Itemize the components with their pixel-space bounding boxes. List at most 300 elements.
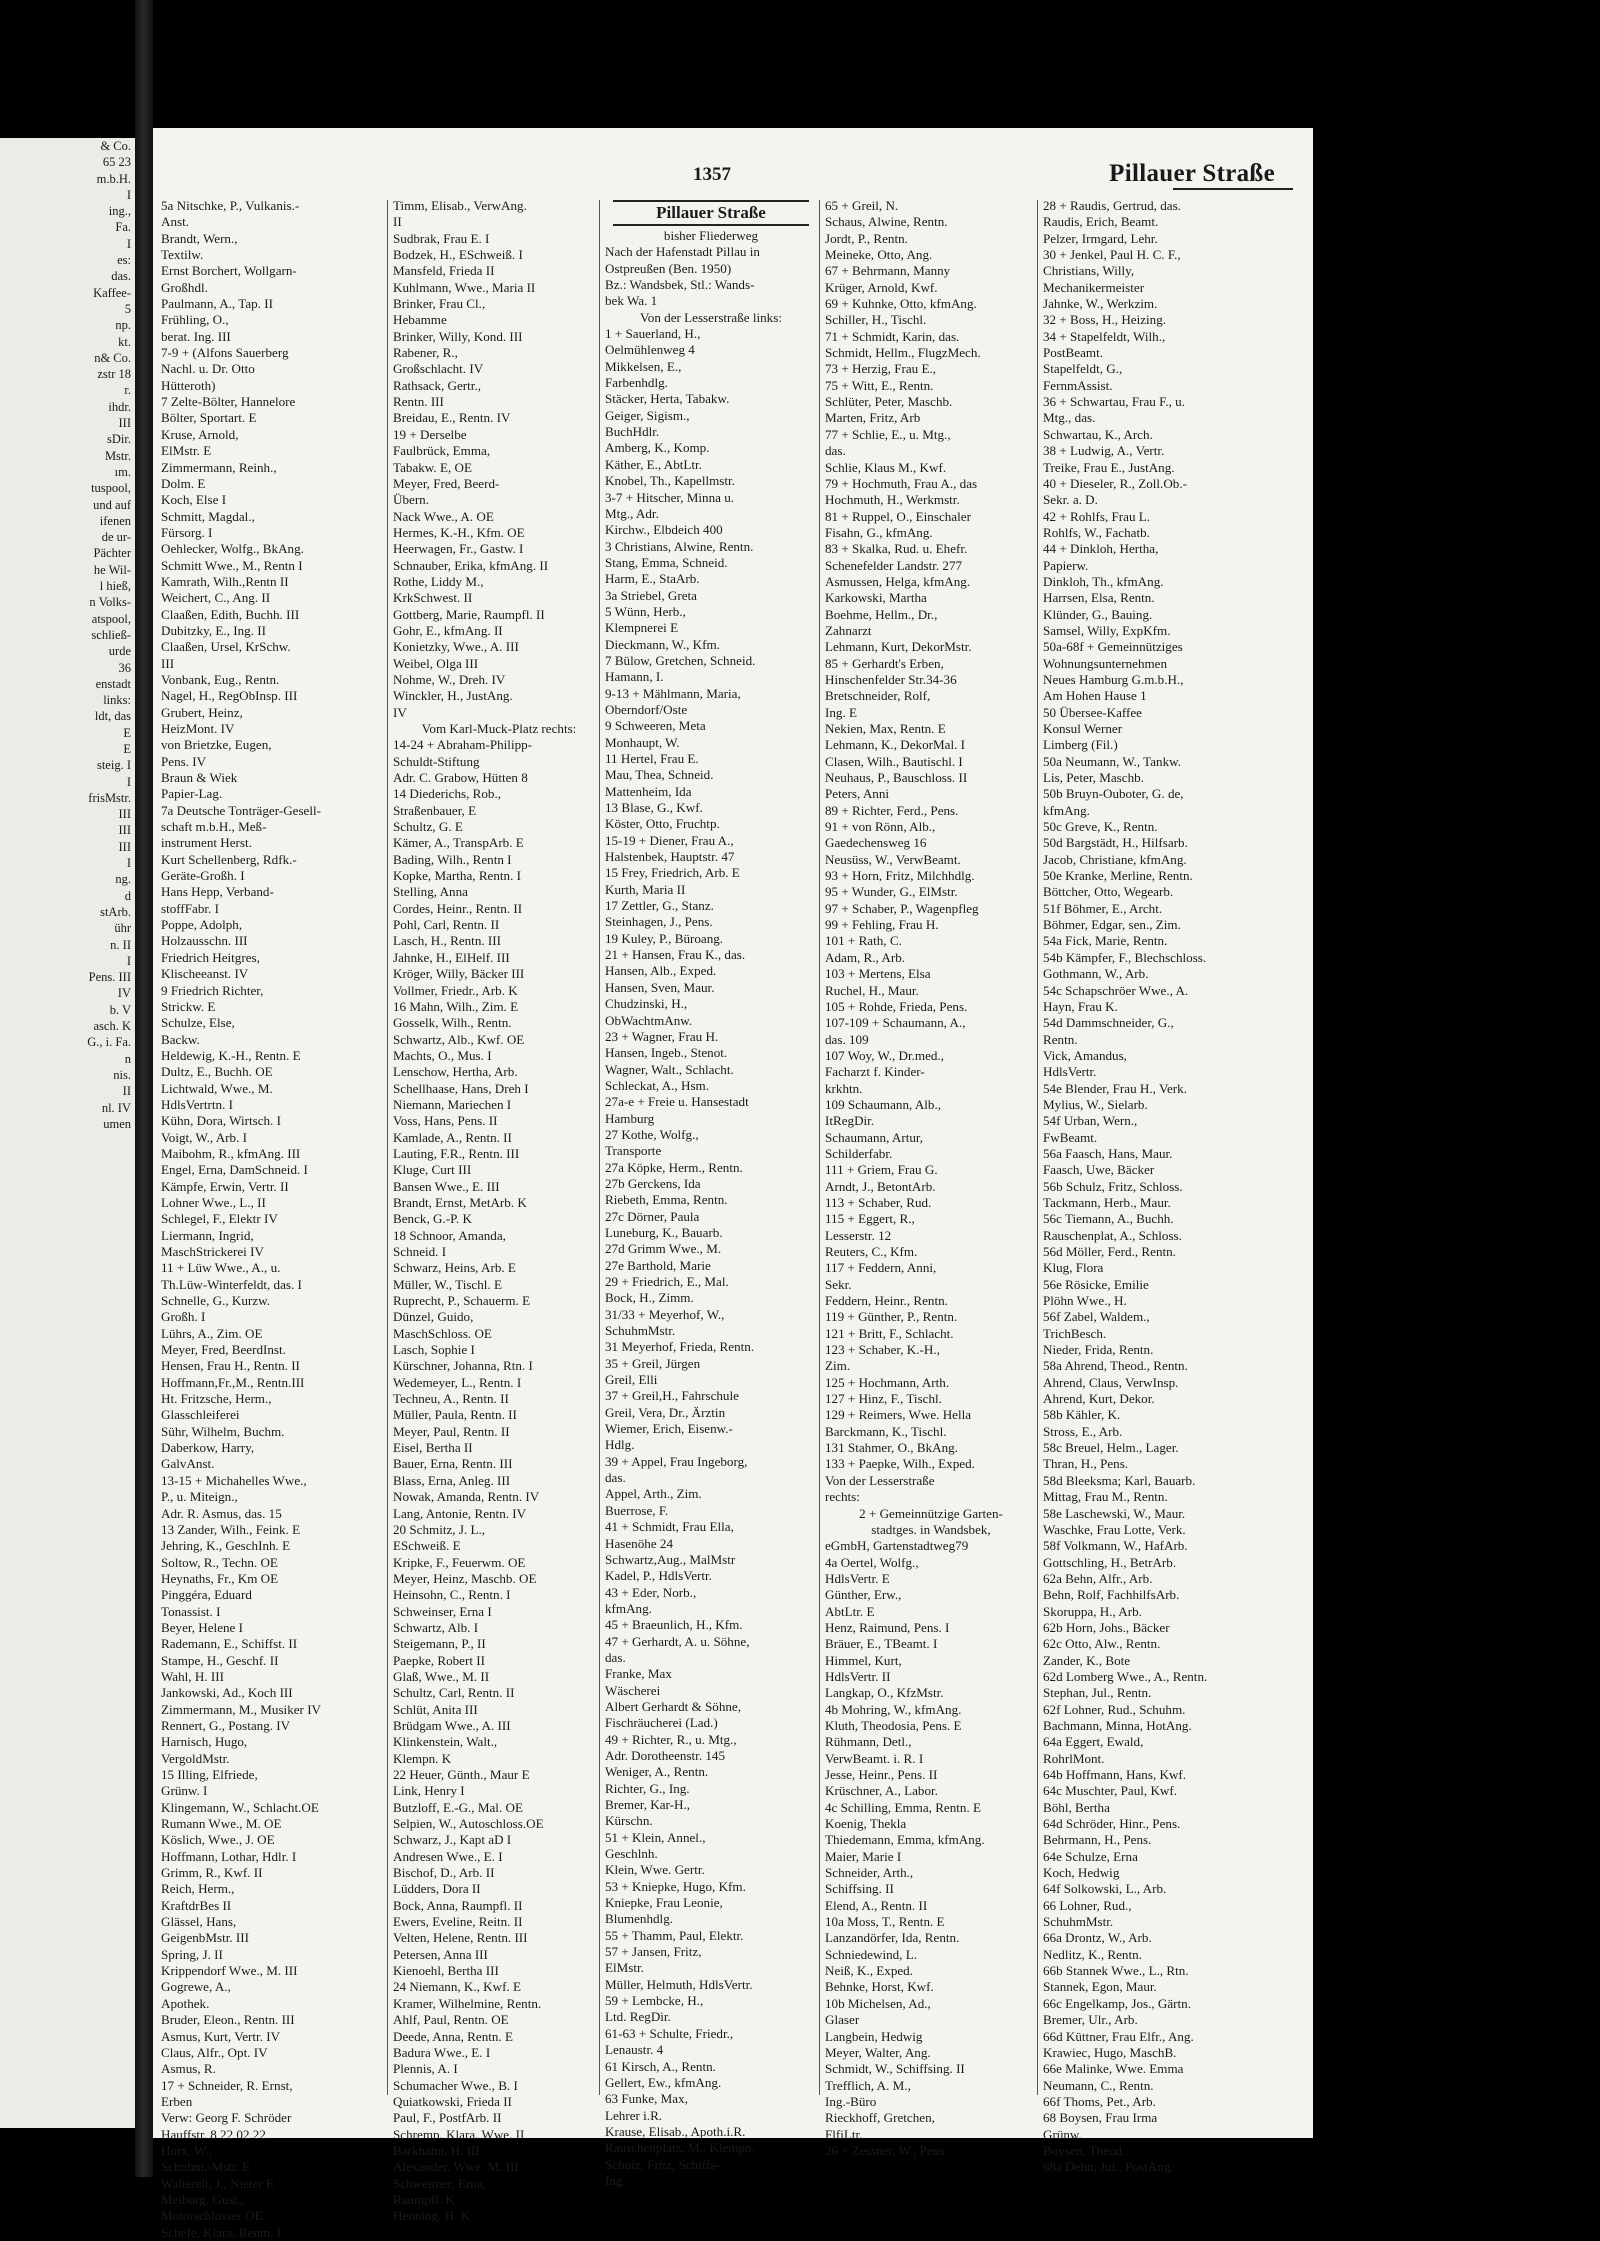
directory-entry: Karkowski, Martha <box>825 590 927 606</box>
fragment-line: frisMstr. <box>88 790 131 805</box>
directory-entry: 64b Hoffmann, Hans, Kwf. <box>1043 1767 1187 1782</box>
directory-entry: Monhaupt, W. <box>605 734 680 750</box>
directory-entry: 107-109 + Schaumann, A., <box>825 1015 966 1031</box>
directory-entry: P., u. Miteign., <box>161 1489 238 1505</box>
directory-entry: Mikkelsen, E., <box>605 358 682 374</box>
directory-entry: 15 Frey, Friedrich, Arb. E <box>605 865 740 881</box>
directory-entry: Reich, Herm., <box>161 1881 235 1897</box>
directory-entry: 26 + Zessner, W., Pens. <box>825 2142 948 2158</box>
header-rule <box>1173 188 1293 190</box>
directory-entry: Langbein, Hedwig <box>825 2028 923 2044</box>
directory-entry: 38 + Ludwig, A., Vertr. <box>1043 443 1165 459</box>
directory-entry: Mittag, Frau M., Rentn. <box>1043 1489 1168 1505</box>
directory-entry: Gottberg, Marie, Raumpfl. II <box>393 606 545 622</box>
directory-entry: Zander, K., Bote <box>1043 1652 1131 1668</box>
directory-entry: IV <box>393 704 407 720</box>
directory-entry: Schumacher Wwe., B. I <box>393 2077 518 2093</box>
directory-entry: 57 + Jansen, Fritz, <box>605 1944 702 1960</box>
directory-entry: Waschke, Frau Lotte, Verk. <box>1043 1521 1186 1537</box>
directory-entry: Neiß, K., Exped. <box>825 1963 913 1979</box>
directory-entry: Schwarz, Heins, Arb. E <box>393 1260 516 1276</box>
fragment-line: enstadt <box>95 676 131 691</box>
directory-entry: 54e Blender, Frau H., Verk. <box>1043 1080 1187 1096</box>
directory-entry: 7 Bülow, Gretchen, Schneid. <box>605 652 756 668</box>
directory-entry: Nach der Hafenstadt Pillau in <box>605 244 760 260</box>
directory-entry: 11 + Lüw Wwe., A., u. <box>161 1260 281 1276</box>
directory-entry: Gosselk, Wilh., Rentn. <box>393 1015 512 1031</box>
directory-entry: Rothe, Liddy M., <box>393 573 484 589</box>
directory-entry: 31 Meyerhof, Frieda, Rentn. <box>605 1339 755 1355</box>
directory-entry: HdlsVertrtn. I <box>161 1096 234 1112</box>
directory-entry: Hansen, Alb., Exped. <box>605 963 717 979</box>
fragment-line: he Wil- <box>93 562 131 577</box>
directory-entry: Appel, Arth., Zim. <box>605 1486 702 1502</box>
directory-entry: 45 + Braeunlich, H., Kfm. <box>605 1617 743 1633</box>
directory-entry: Schlüter, Peter, Maschb. <box>825 394 953 410</box>
directory-entry: Meineke, Otto, Ang. <box>825 247 933 263</box>
directory-entry: Ruprecht, P., Schauerm. E <box>393 1293 531 1309</box>
directory-entry: 1 + Sauerland, H., <box>605 326 701 342</box>
directory-entry: Kämer, A., TranspArb. E <box>393 835 524 851</box>
directory-entry: 5a Nitschke, P., Vulkanis.- <box>161 198 300 213</box>
directory-entry: Krüschner, A., Labor. <box>825 1783 938 1799</box>
fragment-line: 65 23 <box>102 155 131 170</box>
fragment-line: links: <box>103 693 131 708</box>
directory-entry: Buerrose, F. <box>605 1502 669 1518</box>
directory-entry: 13 Blase, G., Kwf. <box>605 800 703 816</box>
directory-entry: 121 + Britt, F., Schlacht. <box>825 1325 954 1341</box>
directory-entry: rechts: <box>825 1489 860 1505</box>
directory-entry: Schwartz, Alb. I <box>393 1619 479 1635</box>
directory-entry: 54b Kämpfer, F., Blechschloss. <box>1043 949 1207 965</box>
directory-entry: 13 Zander, Wilh., Feink. E <box>161 1521 301 1537</box>
directory-entry: Schremp, Klara, Wwe. II <box>393 2126 525 2142</box>
directory-entry: Reuters, C., Kfm. <box>825 1244 918 1259</box>
directory-entry: 3a Striebel, Greta <box>605 587 697 603</box>
fragment-line: nl. IV <box>101 1100 131 1115</box>
directory-entry: HdlsVertr. E <box>825 1570 890 1586</box>
directory-entry: Kienoehl, Bertha III <box>393 1963 499 1979</box>
directory-entry: Selpien, W., Autoschloss.OE <box>393 1816 544 1832</box>
directory-entry: SchuhmMstr. <box>1043 1914 1114 1930</box>
directory-entry: Rentn. III <box>393 394 444 410</box>
directory-entry: Schnelle, G., Kurzw. <box>161 1293 270 1309</box>
directory-entry: 15 Illing, Elfriede, <box>161 1767 258 1782</box>
directory-entry: Bischof, D., Arb. II <box>393 1865 495 1881</box>
directory-entry: Bock, H., Zimm. <box>605 1290 694 1306</box>
directory-entry: Kruse, Arnold, <box>161 426 239 442</box>
directory-entry: Zimmermann, M., Musiker IV <box>161 1701 322 1717</box>
directory-entry: 51f Böhmer, E., Archt. <box>1043 900 1163 916</box>
directory-entry: Schweinser, Erna I <box>393 1603 492 1619</box>
fragment-line: asch. K <box>93 1019 131 1034</box>
column-divider <box>819 200 820 2095</box>
fragment-line: n. II <box>110 937 131 952</box>
directory-entry: Lüdders, Dora II <box>393 1881 481 1897</box>
fragment-line: ühr <box>114 921 131 936</box>
column-divider <box>599 200 600 2095</box>
directory-entry: Krüger, Arnold, Kwf. <box>825 279 938 295</box>
fragment-line: urde <box>108 644 131 659</box>
directory-entry: 51 + Klein, Annel., <box>605 1829 706 1845</box>
directory-entry: Schmitt Wwe., M., Rentn I <box>161 557 303 573</box>
directory-entry: 42 + Rohlfs, Frau L. <box>1043 508 1151 524</box>
directory-entry: Quiatkowski, Frieda II <box>393 2093 512 2109</box>
directory-entry: 103 + Mertens, Elsa <box>825 966 931 982</box>
directory-entry: Hütteroth) <box>161 377 216 393</box>
directory-entry: Ernst Borchert, Wollgarn- <box>161 263 297 279</box>
directory-entry: 4c Schilling, Emma, Rentn. E <box>825 1799 982 1815</box>
directory-entry: Schlegel, F., Elektr IV <box>161 1211 278 1227</box>
fragment-line: l hieß, <box>99 579 131 594</box>
directory-entry: Marten, Fritz, Arb <box>825 410 921 426</box>
directory-entry: Koch, Else I <box>161 492 227 508</box>
directory-entry: Lanzandörfer, Ida, Rentn. <box>825 1930 960 1946</box>
directory-entry: Chudzinski, H., <box>605 996 688 1012</box>
directory-entry: 58f Volkmann, W., HafArb. <box>1043 1538 1188 1554</box>
fragment-line: Pächter <box>93 546 131 561</box>
directory-entry: Niemann, Mariechen I <box>393 1096 512 1112</box>
directory-entry: 15-19 + Diener, Frau A., <box>605 832 734 848</box>
directory-entry: 14 Diederichs, Rob., <box>393 786 502 802</box>
directory-entry: Richter, G., Ing. <box>605 1780 690 1796</box>
fragment-line: steig. I <box>96 758 131 773</box>
fragment-line: Fa. <box>115 220 131 235</box>
directory-entry: 65 + Greil, N. <box>825 198 899 213</box>
directory-entry: Langkap, O., KfzMstr. <box>825 1685 944 1701</box>
directory-entry: Hansen, Ingeb., Stenot. <box>605 1045 728 1061</box>
directory-entry: Blass, Erna, Anleg. III <box>393 1472 511 1488</box>
directory-entry: Raudis, Erich, Beamt. <box>1043 214 1159 230</box>
fragment-line: schließ- <box>91 627 131 642</box>
directory-entry: 7a Deutsche Tonträger-Gesell- <box>161 802 322 818</box>
directory-entry: Neues Hamburg G.m.b.H., <box>1043 671 1184 687</box>
directory-entry: Asmussen, Helga, kfmAng. <box>825 573 971 589</box>
directory-entry: Schmidt, W., Schiffsing. II <box>825 2061 965 2077</box>
directory-entry: 64f Solkowski, L., Arb. <box>1043 1881 1167 1897</box>
directory-entry: HdlsVertr. II <box>825 1668 891 1684</box>
directory-entry: Lasch, Sophie I <box>393 1342 475 1358</box>
directory-entry: Asmus, R. <box>161 2061 216 2077</box>
page-number: 1357 <box>693 164 731 185</box>
directory-entry: Neusüss, W., VerwBeamt. <box>825 851 961 867</box>
directory-entry: Hinschenfelder Str.34-36 <box>825 671 957 687</box>
directory-entry: Brinker, Frau Cl., <box>393 296 486 312</box>
directory-entry: Rademann, E., Schiffst. II <box>161 1636 298 1652</box>
directory-entry: Dieckmann, W., Kfm. <box>605 636 720 652</box>
directory-entry: Nekien, Max, Rentn. E <box>825 721 946 736</box>
directory-entry: VergoldMstr. <box>161 1750 230 1766</box>
directory-entry: Am Hohen Hause 1 <box>1043 688 1147 704</box>
directory-entry: Rohlfs, W., Fachatb. <box>1043 524 1150 540</box>
directory-entry: 62b Horn, Johs., Bäcker <box>1043 1619 1170 1635</box>
page-header <box>153 156 1313 186</box>
directory-entry: Strickw. E <box>161 998 216 1014</box>
directory-entry: Adr. R. Asmus, das. 15 <box>161 1505 282 1521</box>
directory-entry: Rumann Wwe., M. OE <box>161 1816 282 1832</box>
directory-entry: Claaßen, Ursel, KrSchw. <box>161 639 291 655</box>
directory-entry: Bz.: Wandsbek, Stl.: Wands- <box>605 277 755 293</box>
directory-entry: Adr. C. Grabow, Hütten 8 <box>393 770 528 786</box>
directory-entry: Ing. E <box>825 704 857 720</box>
directory-entry: 35 + Greil, Jürgen <box>605 1355 701 1371</box>
directory-entry: Kürschner, Johanna, Rtn. I <box>393 1358 533 1374</box>
directory-entry: Lis, Peter, Maschb. <box>1043 770 1144 786</box>
directory-entry: FernmAssist. <box>1043 377 1113 393</box>
directory-entry: Riebeth, Emma, Rentn. <box>605 1192 728 1208</box>
fragment-line: G., i. Fa. <box>87 1035 131 1050</box>
directory-entry: Schwartz,Aug., MalMstr <box>605 1551 736 1567</box>
directory-entry: Voigt, W., Arb. I <box>161 1129 247 1145</box>
directory-entry: Grubert, Heinz, <box>161 704 243 720</box>
directory-entry: 28 + Raudis, Gertrud, das. <box>1043 198 1181 213</box>
directory-entry: Cordes, Heinr., Rentn. II <box>393 900 523 916</box>
directory-entry: 66d Küttner, Frau Elfr., Ang. <box>1043 2028 1194 2044</box>
directory-entry: 3-7 + Hitscher, Minna u. <box>605 489 735 505</box>
directory-entry: Kluth, Theodosia, Pens. E <box>825 1717 962 1733</box>
directory-entry: 131 Stahmer, O., BkAng. <box>825 1440 958 1456</box>
directory-entry: FwBeamt. <box>1043 1129 1098 1145</box>
directory-entry: Kopke, Martha, Rentn. I <box>393 868 521 884</box>
directory-entry: 62c Otto, Alw., Rentn. <box>1043 1636 1161 1652</box>
directory-entry: 91 + von Rönn, Alb., <box>825 819 936 835</box>
directory-entry: Claaßen, Edith, Buchh. III <box>161 606 300 622</box>
directory-entry: 10a Moss, T., Rentn. E <box>825 1914 945 1930</box>
directory-entry: Paulmann, A., Tap. II <box>161 296 273 312</box>
directory-entry: Elend, A., Rentn. II <box>825 1897 928 1913</box>
directory-entry: Hoffmann, Lothar, Hdlr. I <box>161 1848 297 1864</box>
directory-entry: Beyer, Helene I <box>161 1619 243 1635</box>
directory-entry: 64e Schulze, Erna <box>1043 1848 1138 1864</box>
directory-entry: Nohme, W., Dreh. IV <box>393 671 506 687</box>
directory-entry: Raumpfl. K <box>393 2191 455 2207</box>
directory-entry: Müller, Helmuth, HdlsVertr. <box>605 1976 753 1992</box>
directory-entry: 81 + Ruppel, O., Einschaler <box>825 508 971 524</box>
directory-entry: Henning, H. K <box>393 2208 471 2224</box>
directory-entry: Frühling, O., <box>161 312 229 328</box>
directory-entry: Schultz, G. E <box>393 819 463 835</box>
directory-entry: Plennis, A. I <box>393 2061 458 2077</box>
directory-entry: AbtLtr. E <box>825 1603 875 1619</box>
directory-entry: Liermann, Ingrid, <box>161 1227 254 1243</box>
directory-entry: Schniedewind, L. <box>825 1946 918 1962</box>
directory-entry: Lesserstr. 12 <box>825 1227 892 1243</box>
fragment-line: r. <box>124 383 131 398</box>
directory-entry: Harrsen, Elsa, Rentn. <box>1043 590 1155 606</box>
directory-entry: Neuhaus, P., Bauschloss. II <box>825 770 968 786</box>
directory-entry: Th.Lüw-Winterfeldt, das. I <box>161 1276 302 1292</box>
directory-entry: 115 + Eggert, R., <box>825 1211 915 1227</box>
directory-entry: 95 + Wunder, G., ElMstr. <box>825 884 958 900</box>
directory-entry: Grimm, R., Kwf. II <box>161 1865 263 1881</box>
directory-entry: ElMstr. <box>605 1960 644 1976</box>
directory-entry: Schiller, H., Tischl. <box>825 312 927 328</box>
directory-entry: Adr. Dorotheenstr. 145 <box>605 1747 726 1763</box>
directory-entry: Klug, Flora <box>1043 1260 1104 1276</box>
directory-entry: Hermes, K.-H., Kfm. OE <box>393 524 525 540</box>
fragment-line: kt. <box>118 334 131 349</box>
directory-entry: 50a-68f + Gemeinnütziges <box>1043 639 1183 655</box>
directory-entry: HdlsVertr. <box>1043 1064 1097 1080</box>
directory-entry: Klünder, G., Bauing. <box>1043 606 1153 622</box>
directory-entry: 66 Lohner, Rud., <box>1043 1897 1132 1913</box>
directory-entry: Hebamme <box>393 312 447 328</box>
directory-entry: Krippendorf Wwe., M. III <box>161 1963 298 1979</box>
directory-entry: 27c Dörner, Paula <box>605 1208 700 1224</box>
directory-entry: Ahlf, Paul, Rentn. OE <box>393 2012 509 2028</box>
directory-entry: 61-63 + Schulte, Friedr., <box>605 2025 734 2041</box>
directory-entry: Fischräucherei (Lad.) <box>605 1715 718 1731</box>
directory-entry: Stephan, Jul., Rentn. <box>1043 1685 1152 1701</box>
directory-entry: Barckmann, K., Tischl. <box>825 1423 947 1439</box>
directory-entry: Vick, Amandus, <box>1043 1047 1127 1063</box>
directory-entry: 32 + Boss, H., Heizing. <box>1043 312 1167 328</box>
directory-entry: RohrlMont. <box>1043 1750 1105 1766</box>
directory-entry: Verw: Georg F. Schröder <box>161 2110 292 2126</box>
directory-entry: 111 + Griem, Frau G. <box>825 1162 938 1178</box>
directory-entry: 29 + Friedrich, E., Mal. <box>605 1274 729 1289</box>
directory-entry: 11 Hertel, Frau E. <box>605 751 699 766</box>
directory-entry: 49 + Richter, R., u. Mtg., <box>605 1731 737 1747</box>
directory-entry: Apothek. <box>161 1995 210 2011</box>
fragment-line: I <box>126 236 131 251</box>
directory-entry: krkhtn. <box>825 1080 863 1096</box>
directory-entry: Schilderfabr. <box>825 1145 893 1161</box>
directory-entry: Wäscherei <box>605 1682 661 1698</box>
directory-entry: Lichtwald, Wwe., M. <box>161 1080 273 1096</box>
directory-entry: 21 + Hansen, Frau K., das. <box>605 947 746 963</box>
directory-entry: Vonbank, Eug., Rentn. <box>161 671 280 687</box>
directory-entry: ObWachtmAnw. <box>605 1012 693 1028</box>
directory-entry: Limberg (Fil.) <box>1043 737 1118 753</box>
directory-entry: Schulze, Else, <box>161 1015 235 1031</box>
directory-entry: Kämpfe, Erwin, Vertr. II <box>161 1178 289 1194</box>
directory-entry: 36 + Schwartau, Frau F., u. <box>1043 394 1185 410</box>
directory-entry: das. <box>825 443 846 459</box>
directory-entry: Zim. <box>825 1358 851 1374</box>
directory-entry: Weniger, A., Rentn. <box>605 1764 709 1780</box>
directory-entry: Ruchel, H., Maur. <box>825 982 919 998</box>
directory-entry: 75 + Witt, E., Rentn. <box>825 377 934 393</box>
directory-entry: 44 + Dinkloh, Hertha, <box>1043 541 1159 557</box>
directory-entry: Klinkenstein, Walt., <box>393 1734 498 1750</box>
directory-entry: Schleckat, A., Hsm. <box>605 1077 710 1093</box>
directory-entry: Kamlade, A., Rentn. II <box>393 1129 512 1145</box>
directory-entry: Kripke, F., Feuerwm. OE <box>393 1554 526 1570</box>
directory-entry: SchuhmMstr. <box>605 1323 676 1339</box>
directory-entry: Hamann, I. <box>605 669 664 685</box>
fragment-line: Pens. III <box>88 970 131 985</box>
directory-entry: Schulz, Fritz, Schiffs- <box>605 2156 720 2172</box>
directory-entry: Techneu, A., Rentn. II <box>393 1391 509 1407</box>
directory-entry: 9 Friedrich Richter, <box>161 982 264 998</box>
directory-entry: 62f Lohner, Rud., Schuhm. <box>1043 1701 1186 1717</box>
directory-entry: 105 + Rohde, Frieda, Pens. <box>825 998 968 1014</box>
directory-entry: Lauting, F.R., Rentn. III <box>393 1145 520 1161</box>
directory-entry: Sekr. a. D. <box>1043 492 1098 508</box>
directory-entry: Hayn, Frau K. <box>1043 998 1118 1014</box>
directory-entry: Papierw. <box>1043 557 1089 573</box>
directory-entry: Bruder, Eleon., Rentn. III <box>161 2012 295 2028</box>
directory-entry: Schellhaase, Hans, Dreh I <box>393 1080 529 1096</box>
directory-entry: Ahrend, Claus, VerwInsp. <box>1043 1374 1179 1390</box>
directory-entry: Jordt, P., Rentn. <box>825 230 908 246</box>
directory-entry: Greil, Vera, Dr., Ärztin <box>605 1404 726 1420</box>
directory-entry: Deede, Anna, Rentn. E <box>393 2028 513 2044</box>
directory-entry: Übern. <box>393 492 429 508</box>
directory-entry: FlfiLtr. <box>825 2126 863 2142</box>
directory-entry: Arndt, J., BetontArb. <box>825 1178 936 1194</box>
directory-entry: Hochmuth, H., Werkmstr. <box>825 492 960 508</box>
directory-entry: 9 Schweeren, Meta <box>605 718 706 734</box>
directory-entry: Rühmann, Detl., <box>825 1734 912 1750</box>
directory-entry: Hans Hepp, Verband- <box>161 884 274 900</box>
directory-entry: Erben <box>161 2093 193 2109</box>
directory-entry: Straßenbauer, E <box>393 802 477 818</box>
directory-entry: 50c Greve, K., Rentn. <box>1043 819 1158 835</box>
directory-entry: 66c Engelkamp, Jos., Gärtn. <box>1043 1995 1192 2011</box>
directory-entry: Schiffsing. II <box>825 1881 894 1897</box>
directory-entry: Behrmann, H., Pens. <box>1043 1832 1152 1848</box>
fragment-line: np. <box>115 318 131 333</box>
directory-entry: Thran, H., Pens. <box>1043 1456 1129 1472</box>
directory-entry: 53 + Kniepke, Hugo, Kfm. <box>605 1878 746 1894</box>
directory-entry: 27e Barthold, Marie <box>605 1257 711 1273</box>
fragment-line: das. <box>111 269 131 284</box>
directory-entry: Oehlecker, Wolfg., BkAng. <box>161 541 304 557</box>
directory-entry: 50d Bargstädt, H., Hilfsarb. <box>1043 835 1188 851</box>
directory-entry: 4a Oertel, Wolfg., <box>825 1554 919 1570</box>
directory-entry: 56a Faasch, Hans, Maur. <box>1043 1145 1173 1161</box>
fragment-line: b. V <box>109 1002 131 1017</box>
directory-entry: Paul, F., PostfArb. II <box>393 2110 502 2126</box>
directory-entry: Schultz, Carl, Rentn. II <box>393 1685 515 1701</box>
directory-entry: II <box>393 214 402 230</box>
fragment-line: und auf <box>93 497 131 512</box>
directory-entry: Schaus, Alwine, Rentn. <box>825 214 948 230</box>
directory-entry: 64a Eggert, Ewald, <box>1043 1734 1144 1750</box>
directory-entry: 4b Mohring, W., kfmAng. <box>825 1701 962 1717</box>
directory-entry: Soltow, R., Techn. OE <box>161 1554 278 1570</box>
directory-entry: Schwartz, Alb., Kwf. OE <box>393 1031 525 1047</box>
directory-entry: Papier-Lag. <box>161 786 223 802</box>
directory-entry: Boysen, Theod. <box>1043 2142 1126 2158</box>
directory-entry: MaschSchloss. OE <box>393 1325 492 1341</box>
directory-entry: Harnisch, Hugo, <box>161 1734 248 1750</box>
directory-entry: Grünw. <box>1043 2126 1082 2142</box>
directory-entry: 133 + Paepke, Wilh., Exped. <box>825 1456 975 1472</box>
fragment-line: n& Co. <box>94 350 131 365</box>
directory-entry: Pinggéra, Eduard <box>161 1587 252 1603</box>
directory-entry: Claus, Alfr., Opt. IV <box>161 2044 268 2060</box>
directory-entry: 97 + Schaber, P., Wagenpfleg <box>825 900 979 916</box>
directory-entry: Poppe, Adolph, <box>161 917 243 933</box>
directory-entry: 10b Michelsen, Ad., <box>825 1995 931 2011</box>
fragment-line: ifenen <box>99 513 131 528</box>
directory-entry: Kurt Schellenberg, Rdfk.- <box>161 851 297 867</box>
column-2 <box>393 198 605 2224</box>
directory-entry: Ahrend, Kurt, Dekor. <box>1043 1391 1155 1407</box>
directory-entry: Daberkow, Harry, <box>161 1440 255 1456</box>
directory-entry: Jacob, Christiane, kfmAng. <box>1043 851 1187 867</box>
directory-entry: 69 + Kuhnke, Otto, kfmAng. <box>825 296 977 312</box>
directory-entry: Stelling, Anna <box>393 884 468 900</box>
fragment-line: nis. <box>113 1067 131 1082</box>
directory-entry: Gohr, E., kfmAng. II <box>393 622 503 638</box>
directory-entry: Konietzky, Wwe., A. III <box>393 639 519 655</box>
directory-entry: Köster, Otto, Fruchtp. <box>605 816 720 832</box>
directory-entry: 14-24 + Abraham-Philipp- <box>393 737 533 753</box>
